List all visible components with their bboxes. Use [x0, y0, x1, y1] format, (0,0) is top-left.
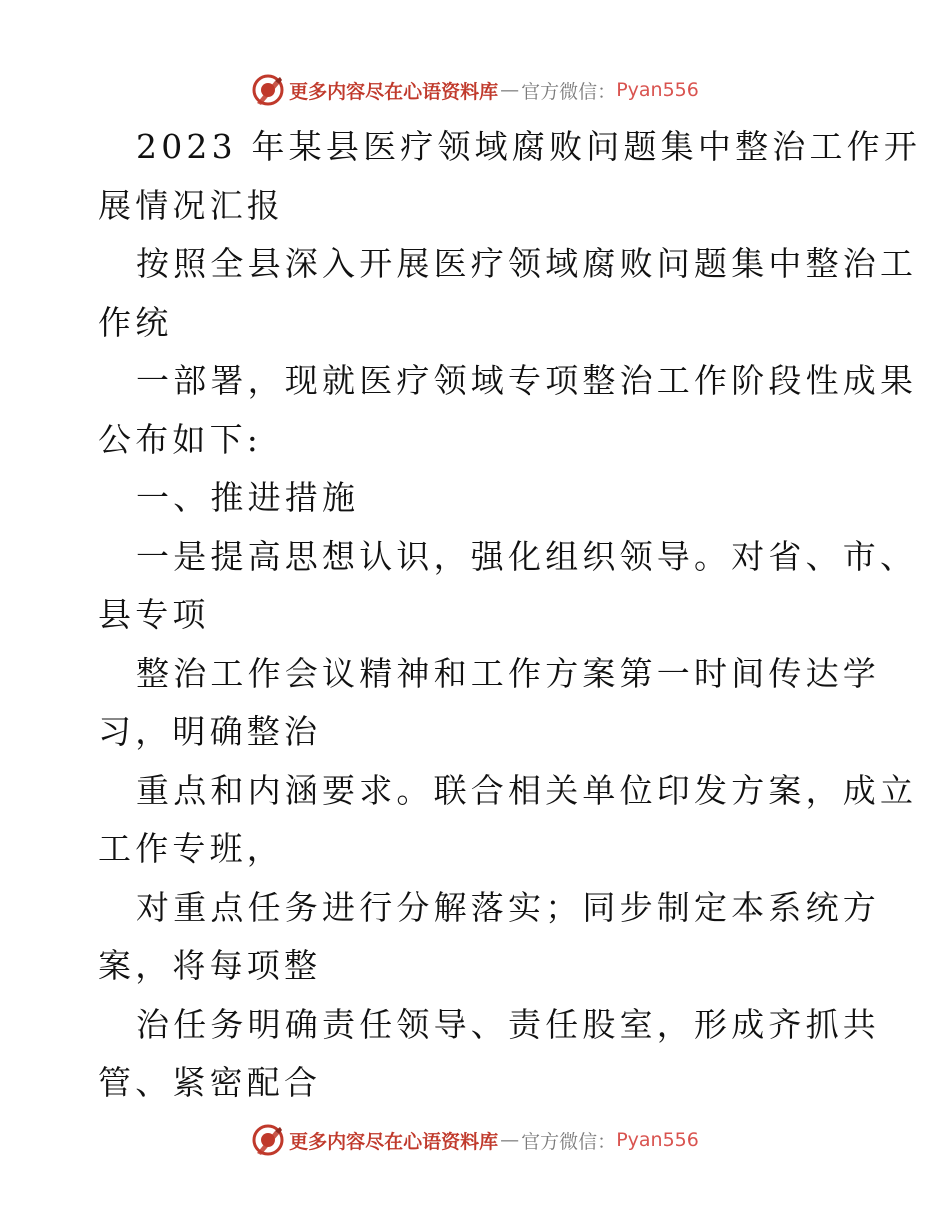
- document-line: 重点和内涵要求。联合相关单位印发方案，成立: [136, 770, 918, 810]
- pen-circle-logo-icon: [251, 73, 285, 107]
- document-line: 一是提高思想认识，强化组织领导。对省、市、: [136, 536, 918, 576]
- document-line: 2023 年某县医疗领域腐败问题集中整治工作开: [136, 127, 922, 166]
- watermark-site-text: 更多内容尽在心语资料库: [289, 80, 499, 103]
- document-line: 县专项: [98, 595, 210, 634]
- document-line: 公布如下:: [98, 419, 263, 459]
- document-line: 习，明确整治: [98, 712, 322, 751]
- document-line: 作统: [98, 302, 173, 342]
- watermark-account: Pyan556: [616, 1129, 699, 1151]
- watermark-site-text: 更多内容尽在心语资料库: [289, 1130, 499, 1153]
- watermark-label: 官方微信：: [521, 1130, 617, 1153]
- footer-watermark: [0, 1120, 950, 1160]
- document-line: 一、推进措施: [136, 478, 360, 517]
- document-line: 治任务明确责任领导、责任股室，形成齐抓共: [136, 1004, 880, 1044]
- pen-circle-logo-icon: [251, 1123, 285, 1157]
- document-line: 整治工作会议精神和工作方案第一时间传达学: [136, 653, 880, 693]
- header-watermark: [0, 70, 950, 110]
- document-line: 对重点任务进行分解落实；同步制定本系统方: [136, 887, 880, 927]
- document-line: 一部署，现就医疗领域专项整治工作阶段性成果: [136, 361, 918, 400]
- document-line: 展情况汇报: [98, 185, 284, 225]
- watermark-dash: —: [500, 1129, 520, 1151]
- watermark-account: Pyan556: [616, 79, 699, 101]
- document-line: 工作专班，: [98, 829, 284, 868]
- document-line: 案，将每项整: [98, 946, 322, 985]
- watermark-label: 官方微信：: [521, 80, 617, 103]
- watermark-dash: —: [500, 79, 520, 101]
- document-line: 管、紧密配合: [98, 1063, 322, 1102]
- document-body: [98, 118, 922, 1113]
- document-line: 按照全县深入开展医疗领域腐败问题集中整治工: [136, 244, 918, 283]
